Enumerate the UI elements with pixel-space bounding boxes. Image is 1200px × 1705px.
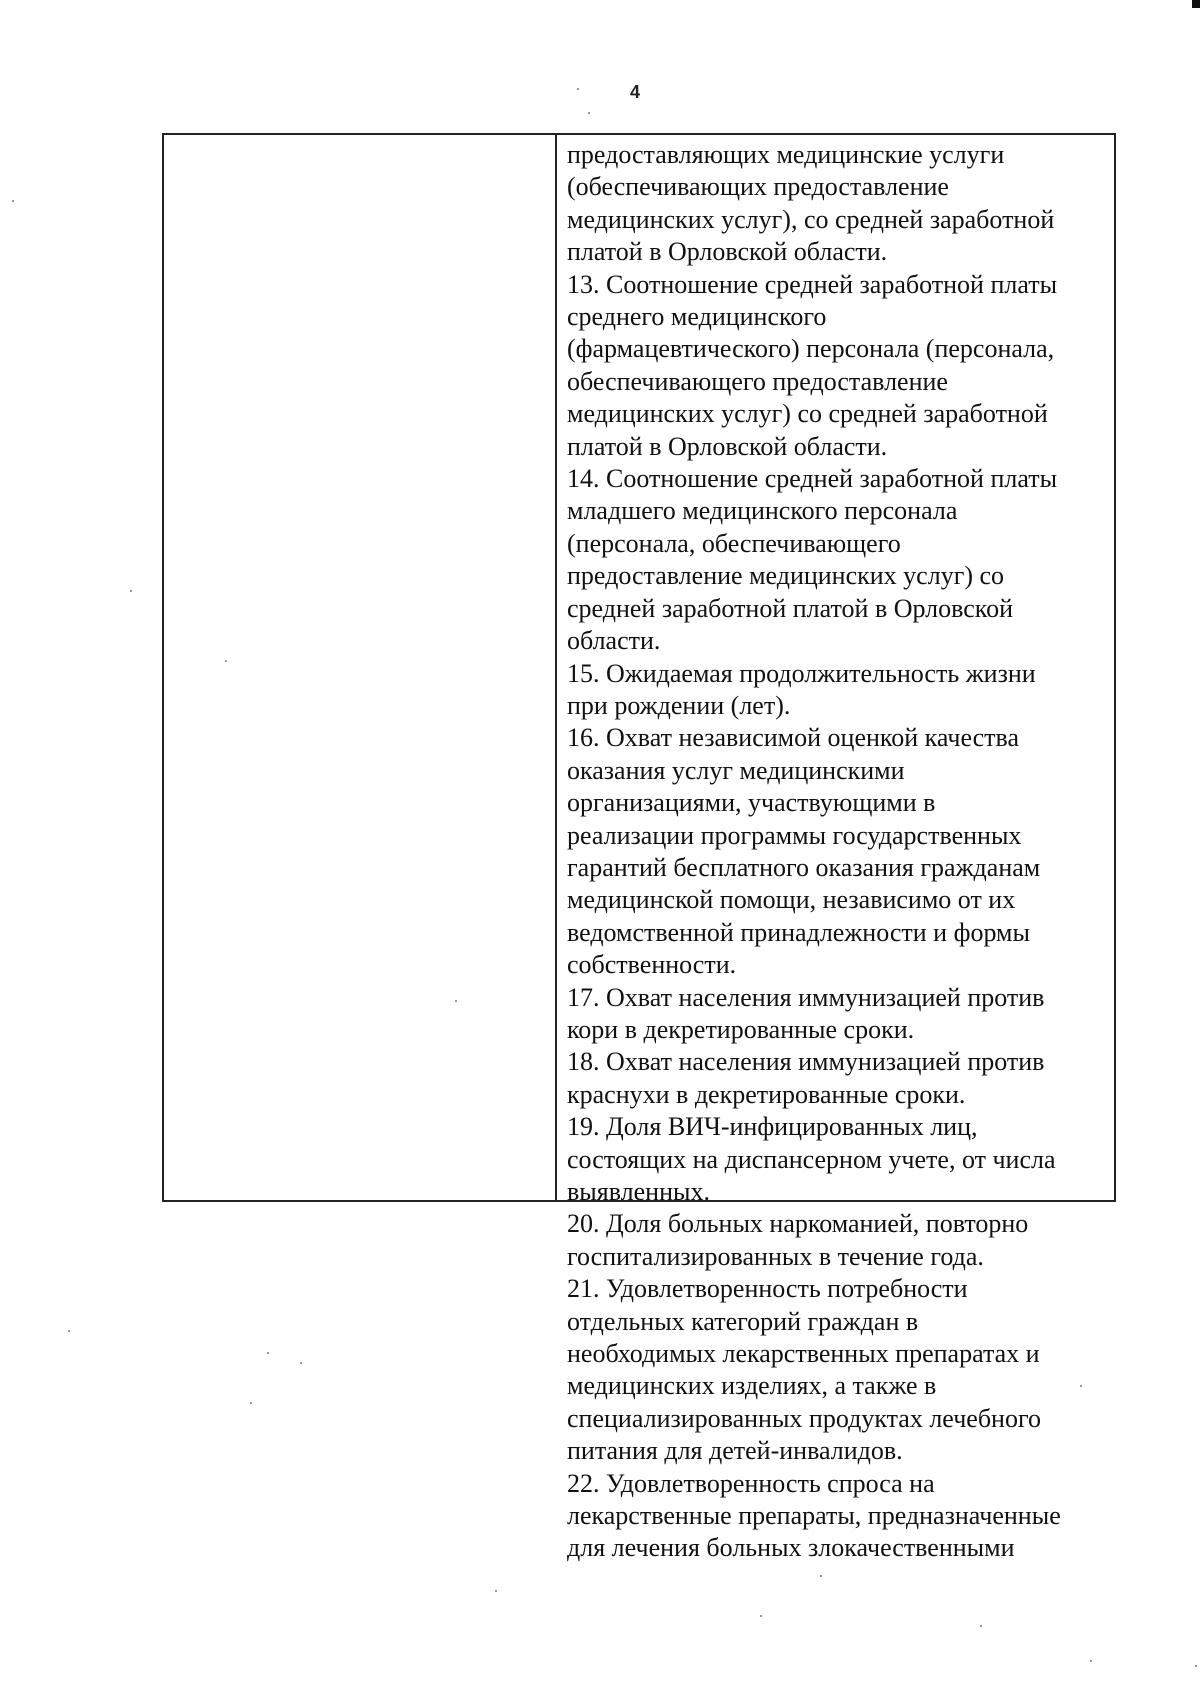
scan-speck — [68, 1330, 70, 1332]
scan-speck — [588, 112, 590, 114]
scan-speck — [1195, 1665, 1197, 1667]
page-number: 4 — [630, 82, 641, 102]
indicator-paragraph: 19. Доля ВИЧ-инфицированных лиц, состоящих на диспансерном учете, от числа выявленных. — [567, 1112, 1056, 1206]
scan-speck — [300, 1362, 302, 1364]
scan-speck — [250, 1402, 252, 1404]
indicator-table — [162, 133, 1116, 1563]
indicator-paragraph: 22. Удовлетворенность спроса на лекарственные препараты, предназначенные для лечения больных злокачественными — [567, 1468, 1061, 1563]
scan-speck — [980, 1625, 982, 1627]
scan-corner-mark — [1192, 0, 1200, 8]
indicator-paragraph: 16. Охват независимой оценкой качества оказания услуг медицинскими организациями, участвующими в реализации программы государственных гарантий бесплатного оказания гражданам медицинской помощи, независимо от их ведомственной принадлежности и формы собственности. — [567, 723, 1041, 980]
scan-speck — [760, 1615, 762, 1617]
scan-speck — [577, 88, 579, 90]
scan-speck — [130, 590, 132, 592]
scan-speck — [1080, 1385, 1082, 1387]
scan-speck — [1090, 1660, 1092, 1662]
indicator-paragraph: 18. Охват населения иммунизацией против краснухи в декретированные сроки. — [567, 1047, 1045, 1109]
indicator-paragraph: 14. Соотношение средней заработной платы младшего медицинского персонала (персонала, обеспечивающего предоставление медицинских услуг) со средней заработной платой в Орловской области. — [567, 464, 1058, 656]
scan-speck — [455, 1000, 457, 1002]
table-right-cell — [557, 135, 1114, 1563]
table-left-cell — [164, 135, 557, 1200]
indicator-paragraph: 13. Соотношение средней заработной платы среднего медицинского (фармацевтического) персонала (персонала, обеспечивающего предоставление медицинских услуг) со средней заработной платой в Орловской области. — [567, 269, 1058, 461]
scan-speck — [495, 1590, 497, 1592]
indicator-paragraph: 20. Доля больных наркоманией, повторно госпитализированных в течение года. — [567, 1209, 1029, 1271]
scan-speck — [267, 1352, 269, 1354]
scan-speck — [820, 1575, 822, 1577]
indicator-paragraph: 21. Удовлетворенность потребности отдельных категорий граждан в необходимых лекарственных препаратах и медицинских изделиях, а также в специализированных продуктах лечебного питания для детей-инвалидов. — [567, 1274, 1041, 1466]
indicator-paragraph: 15. Ожидаемая продолжительность жизни при рождении (лет). — [567, 658, 1036, 720]
indicator-paragraph: 17. Охват населения иммунизацией против кори в декретированные сроки. — [567, 982, 1045, 1044]
indicator-paragraph: предоставляющих медицинские услуги (обеспечивающих предоставление медицинских услуг), со средней заработной платой в Орловской области. — [567, 140, 1055, 267]
scan-speck — [12, 200, 14, 202]
scan-speck — [225, 660, 227, 662]
